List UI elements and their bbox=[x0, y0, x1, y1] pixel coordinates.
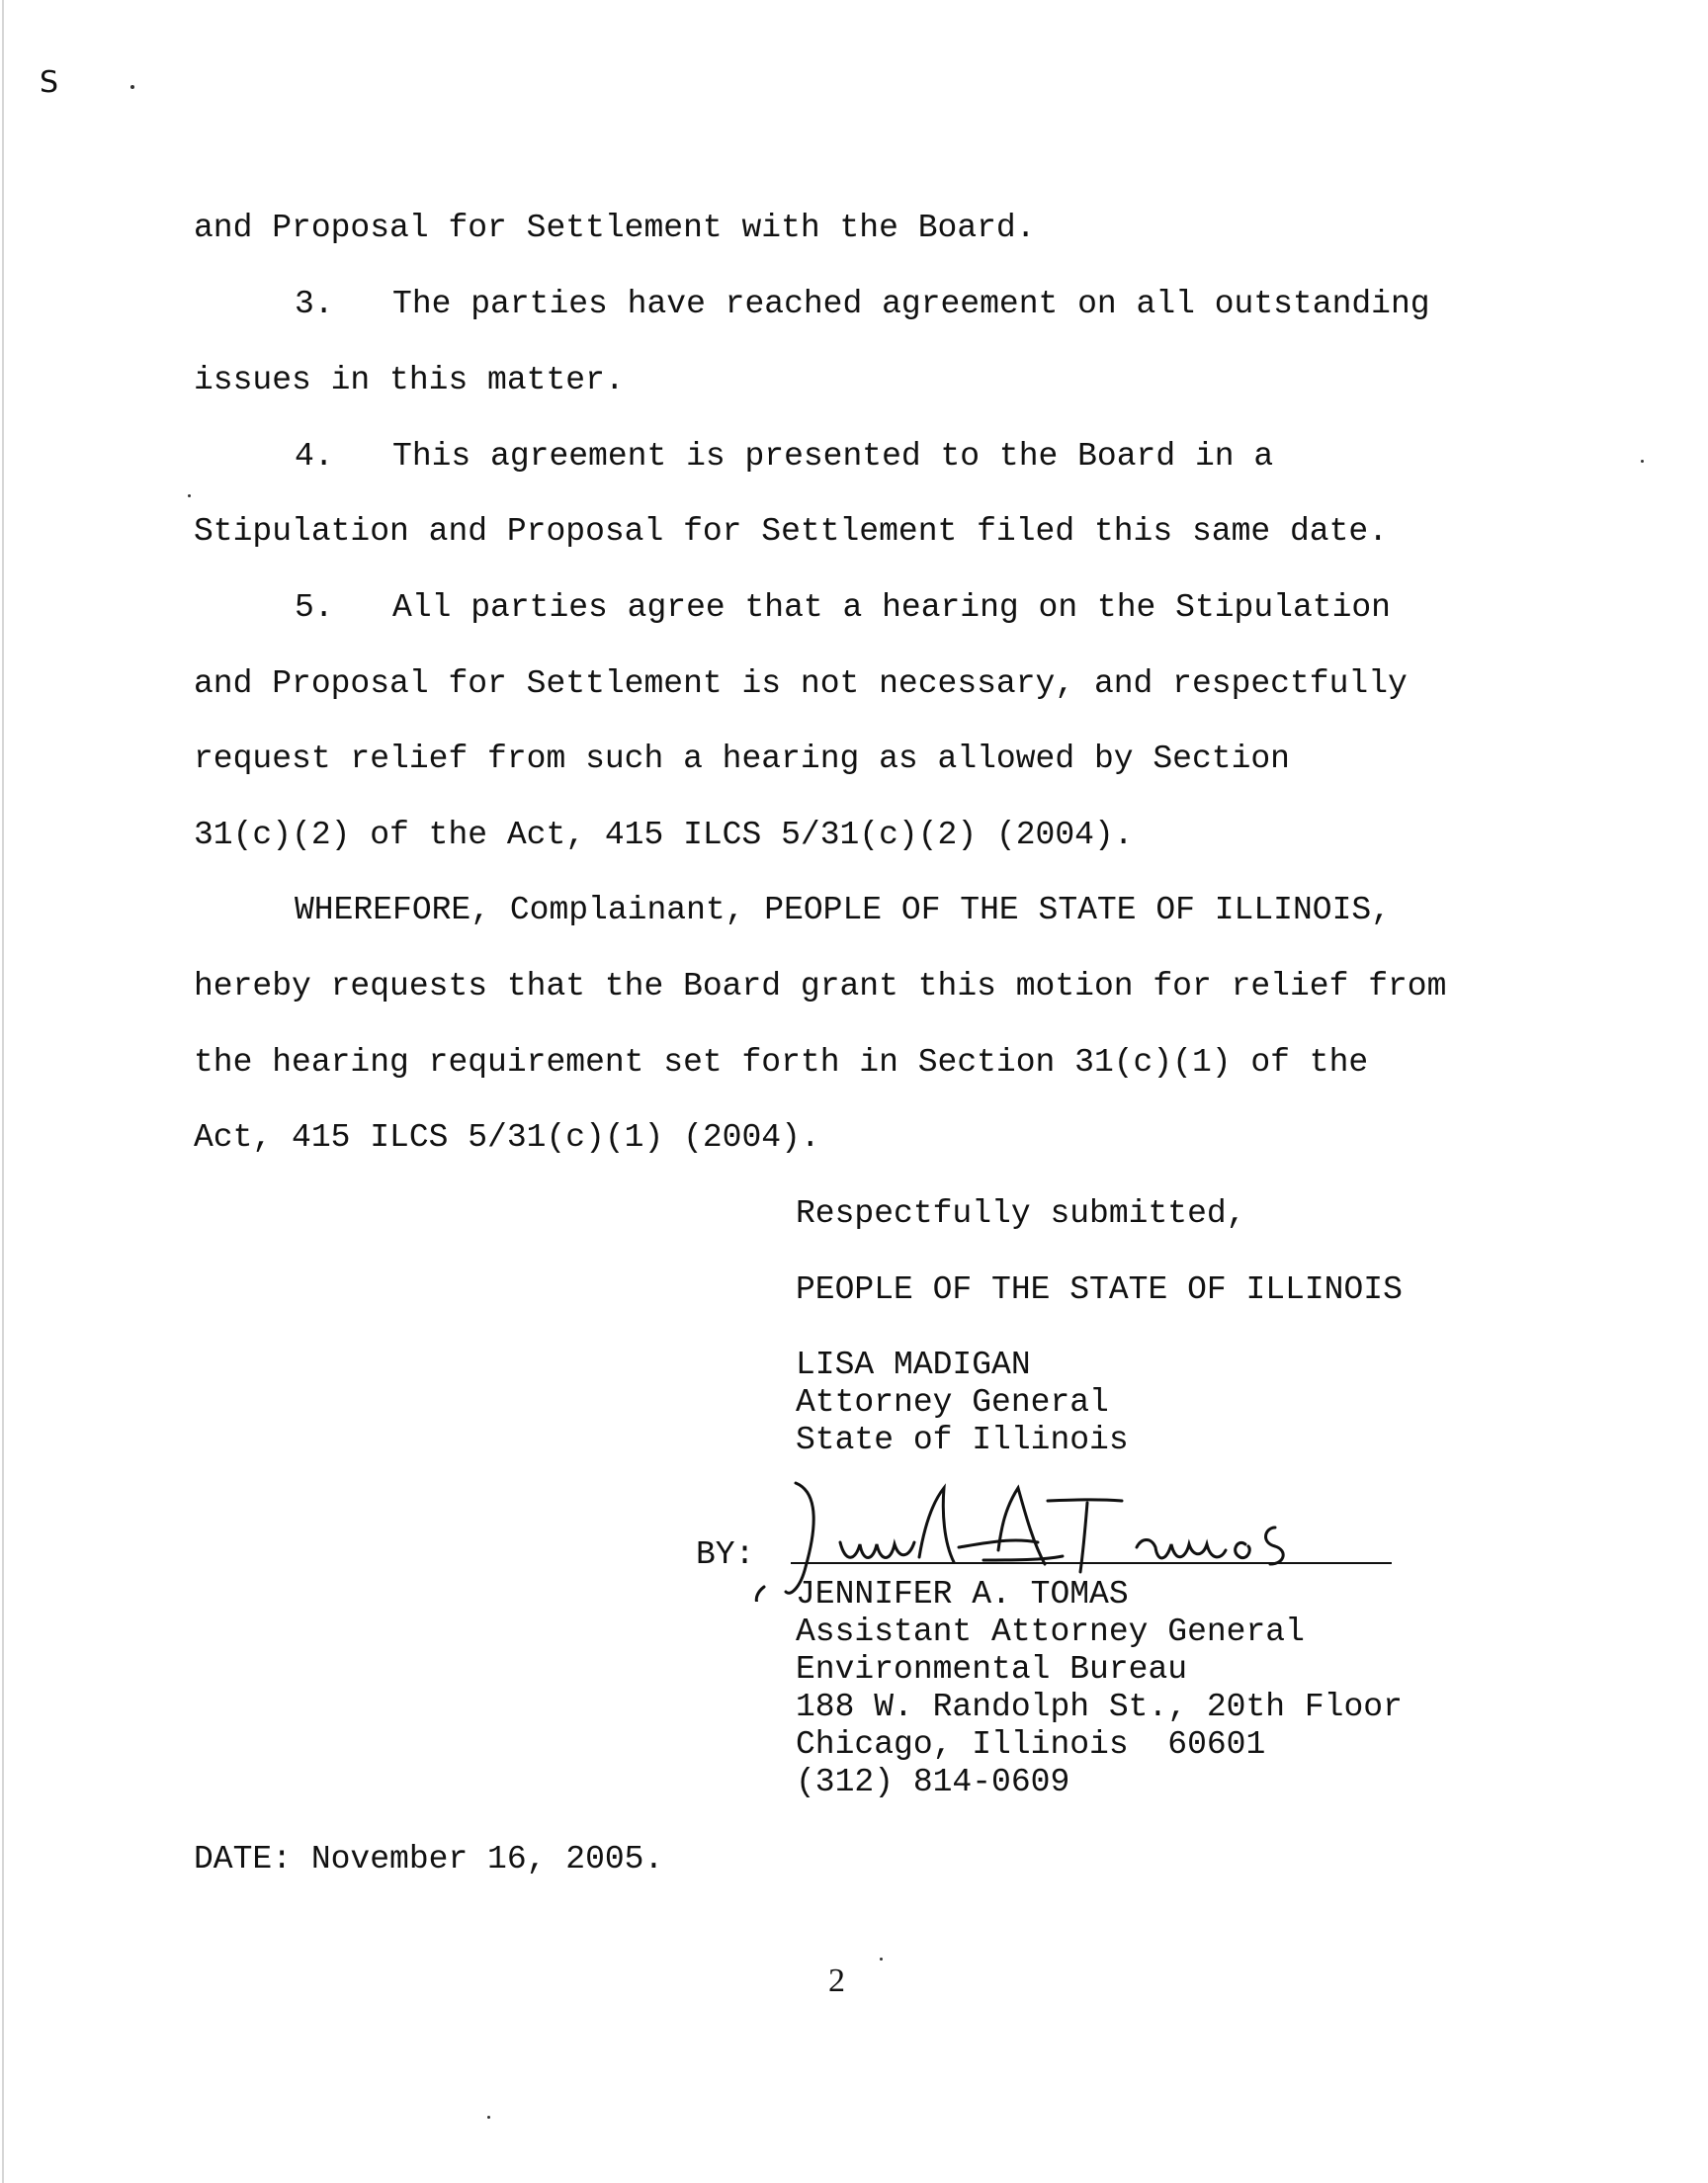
ag-title: Attorney General bbox=[796, 1384, 1109, 1421]
scan-speck bbox=[130, 85, 134, 89]
scan-speck bbox=[880, 1958, 883, 1961]
closing-respectfully: Respectfully submitted, bbox=[796, 1195, 1246, 1232]
body-line: Act, 415 ILCS 5/31(c)(1) (2004). bbox=[194, 1119, 820, 1156]
body-line: 3. The parties have reached agreement on all outstanding bbox=[295, 286, 1430, 322]
body-line: request relief from such a hearing as allowed by Section bbox=[194, 741, 1290, 777]
body-line: the hearing requirement set forth in Section 31(c)(1) of the bbox=[194, 1044, 1369, 1081]
signer-address: 188 W. Randolph St., 20th Floor bbox=[796, 1689, 1403, 1725]
body-line: and Proposal for Settlement is not necessary, and respectfully bbox=[194, 665, 1408, 702]
corner-mark: S bbox=[40, 65, 59, 100]
ag-name: LISA MADIGAN bbox=[796, 1347, 1031, 1383]
scan-speck bbox=[487, 2116, 490, 2119]
ag-state: State of Illinois bbox=[796, 1422, 1129, 1458]
body-line: Stipulation and Proposal for Settlement filed this same date. bbox=[194, 513, 1388, 550]
signer-bureau: Environmental Bureau bbox=[796, 1651, 1188, 1688]
body-line: 5. All parties agree that a hearing on the Stipulation bbox=[295, 589, 1391, 626]
page-number: 2 bbox=[828, 1963, 845, 1999]
scan-speck bbox=[188, 494, 191, 497]
body-line: 4. This agreement is presented to the Board in a bbox=[295, 438, 1274, 475]
body-line: issues in this matter. bbox=[194, 362, 625, 398]
closing-party: PEOPLE OF THE STATE OF ILLINOIS bbox=[796, 1271, 1403, 1308]
signer-title: Assistant Attorney General bbox=[796, 1614, 1305, 1650]
date-line: DATE: November 16, 2005. bbox=[194, 1841, 664, 1877]
body-line: hereby requests that the Board grant this motion for relief from bbox=[194, 968, 1447, 1004]
scan-edge bbox=[2, 0, 4, 2183]
scan-speck bbox=[1641, 460, 1644, 463]
body-line: and Proposal for Settlement with the Board. bbox=[194, 210, 1036, 246]
signer-name: JENNIFER A. TOMAS bbox=[796, 1576, 1129, 1613]
signature-line bbox=[791, 1562, 1392, 1564]
by-label: BY: bbox=[696, 1536, 755, 1573]
signer-phone: (312) 814-0609 bbox=[796, 1764, 1070, 1800]
body-line: 31(c)(2) of the Act, 415 ILCS 5/31(c)(2) (2004). bbox=[194, 817, 1134, 853]
signer-city: Chicago, Illinois 60601 bbox=[796, 1726, 1266, 1763]
body-line: WHEREFORE, Complainant, PEOPLE OF THE STATE OF ILLINOIS, bbox=[295, 892, 1391, 928]
